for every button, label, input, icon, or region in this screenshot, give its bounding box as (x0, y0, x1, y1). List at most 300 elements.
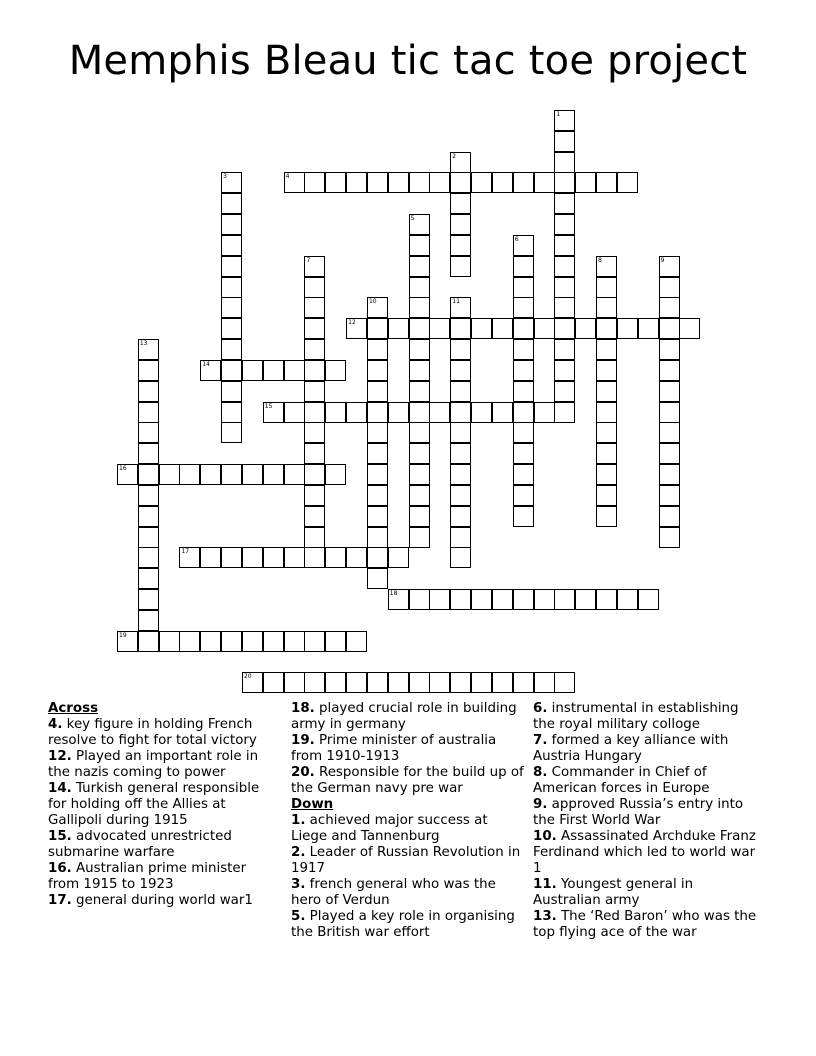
grid-cell[interactable] (221, 318, 242, 339)
clue-number: 18 (389, 590, 398, 598)
grid-cell[interactable] (263, 547, 284, 568)
clue-item-text: achieved major success at Liege and Tannenburg (291, 813, 488, 844)
grid-cell[interactable] (325, 360, 346, 381)
grid-cell[interactable] (138, 381, 159, 402)
grid-cell[interactable] (554, 297, 575, 318)
clue-item-text: general during world war1 (71, 893, 253, 908)
grid-cell[interactable] (554, 381, 575, 402)
grid-cell[interactable] (638, 589, 659, 610)
grid-cell[interactable] (346, 318, 367, 339)
grid-cell[interactable] (138, 485, 159, 506)
grid-cell[interactable] (513, 172, 534, 193)
clue-number: 3 (223, 173, 227, 181)
grid-cell[interactable] (409, 172, 430, 193)
grid-cell[interactable] (242, 547, 263, 568)
grid-cell[interactable] (450, 402, 471, 423)
grid-cell[interactable] (534, 589, 555, 610)
grid-cell[interactable] (617, 318, 638, 339)
grid-cell[interactable] (450, 443, 471, 464)
grid-cell[interactable] (304, 297, 325, 318)
grid-cell[interactable] (450, 235, 471, 256)
grid-cell[interactable] (117, 631, 138, 652)
grid-cell[interactable] (138, 360, 159, 381)
grid-cell[interactable] (304, 485, 325, 506)
grid-cell[interactable] (138, 443, 159, 464)
clue-number: 2 (452, 152, 457, 160)
clue-item-text: Played a key role in organising the British war effort (291, 909, 515, 940)
clue-item-number: 12. (48, 749, 72, 764)
clue-column-2 (291, 701, 527, 941)
grid-cell[interactable] (367, 464, 388, 485)
clue-item-number: 4. (48, 717, 63, 732)
grid-cell[interactable] (554, 235, 575, 256)
grid-cell[interactable] (138, 506, 159, 527)
grid-cell[interactable] (221, 381, 242, 402)
grid-cell[interactable] (284, 631, 305, 652)
grid-cell[interactable] (242, 672, 263, 693)
grid-cell[interactable] (513, 589, 534, 610)
grid-cell[interactable] (367, 527, 388, 548)
clue-item-number: 5. (291, 909, 306, 924)
grid-cell[interactable] (304, 464, 325, 485)
grid-cell[interactable] (429, 172, 450, 193)
grid-cell[interactable] (513, 318, 534, 339)
clue-item (291, 733, 527, 765)
grid-cell[interactable] (138, 589, 159, 610)
grid-cell[interactable] (575, 172, 596, 193)
clue-item-text: key figure in holding French resolve to fight for total victory (48, 717, 257, 748)
grid-cell[interactable] (659, 527, 680, 548)
grid-cell[interactable] (304, 547, 325, 568)
clue-item (48, 829, 280, 861)
grid-cell[interactable] (284, 172, 305, 193)
grid-cell[interactable] (263, 360, 284, 381)
grid-cell[interactable] (284, 672, 305, 693)
grid-cell[interactable] (138, 631, 159, 652)
grid-cell[interactable] (263, 672, 284, 693)
clue-number: 19 (119, 631, 127, 639)
grid-cell[interactable] (513, 443, 534, 464)
grid-cell[interactable] (513, 381, 534, 402)
grid-cell[interactable] (554, 318, 575, 339)
grid-cell[interactable] (513, 402, 534, 423)
grid-cell[interactable] (554, 110, 575, 131)
grid-cell[interactable] (450, 506, 471, 527)
clue-number: 11 (452, 298, 460, 306)
grid-cell[interactable] (221, 360, 242, 381)
grid-cell[interactable] (554, 193, 575, 214)
grid-cell[interactable] (659, 339, 680, 360)
clue-item (533, 733, 763, 765)
grid-cell[interactable] (346, 402, 367, 423)
grid-cell[interactable] (367, 360, 388, 381)
clue-number: 17 (181, 548, 190, 556)
grid-cell[interactable] (513, 297, 534, 318)
grid-cell[interactable] (117, 464, 138, 485)
grid-cell[interactable] (242, 360, 263, 381)
grid-cell[interactable] (554, 152, 575, 173)
clue-item (48, 717, 280, 749)
grid-cell[interactable] (221, 256, 242, 277)
grid-cell[interactable] (513, 485, 534, 506)
grid-cell[interactable] (617, 589, 638, 610)
grid-cell[interactable] (409, 297, 430, 318)
grid-cell[interactable] (617, 172, 638, 193)
grid-cell[interactable] (659, 318, 680, 339)
grid-cell[interactable] (159, 631, 180, 652)
grid-cell[interactable] (263, 631, 284, 652)
grid-cell[interactable] (346, 172, 367, 193)
grid-cell[interactable] (200, 360, 221, 381)
grid-cell[interactable] (554, 131, 575, 152)
clue-number: 4 (285, 173, 290, 181)
grid-cell[interactable] (138, 464, 159, 485)
grid-cell[interactable] (304, 402, 325, 423)
grid-cell[interactable] (450, 193, 471, 214)
grid-cell[interactable] (492, 402, 513, 423)
grid-cell[interactable] (138, 402, 159, 423)
grid-cell[interactable] (575, 318, 596, 339)
grid-cell[interactable] (429, 318, 450, 339)
grid-cell[interactable] (534, 402, 555, 423)
grid-cell[interactable] (554, 672, 575, 693)
grid-cell[interactable] (367, 568, 388, 589)
grid-cell[interactable] (596, 339, 617, 360)
grid-cell[interactable] (450, 464, 471, 485)
grid-cell[interactable] (409, 318, 430, 339)
grid-cell[interactable] (179, 547, 200, 568)
grid-cell[interactable] (367, 297, 388, 318)
clue-item-number: 20. (291, 765, 315, 780)
grid-cell[interactable] (388, 672, 409, 693)
grid-cell[interactable] (659, 297, 680, 318)
grid-cell[interactable] (409, 381, 430, 402)
grid-cell[interactable] (367, 402, 388, 423)
grid-cell[interactable] (492, 589, 513, 610)
grid-cell[interactable] (138, 422, 159, 443)
grid-cell[interactable] (409, 422, 430, 443)
clue-item-text: advocated unrestricted submarine warfare (48, 829, 232, 860)
grid-cell[interactable] (325, 547, 346, 568)
clue-column-1 (48, 701, 280, 909)
grid-cell[interactable] (325, 172, 346, 193)
grid-cell[interactable] (679, 318, 700, 339)
grid-cell[interactable] (554, 360, 575, 381)
grid-cell[interactable] (471, 589, 492, 610)
grid-cell[interactable] (409, 277, 430, 298)
grid-cell[interactable] (221, 297, 242, 318)
clue-item-number: 17. (48, 893, 72, 908)
clue-item (533, 829, 763, 877)
grid-cell[interactable] (554, 277, 575, 298)
grid-cell[interactable] (638, 318, 659, 339)
clue-item (533, 797, 763, 829)
grid-cell[interactable] (367, 172, 388, 193)
grid-cell[interactable] (304, 172, 325, 193)
grid-cell[interactable] (596, 422, 617, 443)
grid-cell[interactable] (554, 256, 575, 277)
clue-item (291, 765, 527, 797)
grid-cell[interactable] (492, 318, 513, 339)
grid-cell[interactable] (596, 172, 617, 193)
grid-cell[interactable] (346, 672, 367, 693)
grid-cell[interactable] (304, 277, 325, 298)
grid-cell[interactable] (304, 339, 325, 360)
grid-cell[interactable] (596, 443, 617, 464)
grid-cell[interactable] (200, 547, 221, 568)
clue-item-number: 2. (291, 845, 306, 860)
grid-cell[interactable] (179, 631, 200, 652)
clue-item-number: 19. (291, 733, 315, 748)
grid-cell[interactable] (409, 443, 430, 464)
grid-cell[interactable] (304, 318, 325, 339)
clue-item-number: 11. (533, 877, 557, 892)
clue-item-text: approved Russia’s entry into the First World War (533, 797, 744, 828)
clue-item-text: The ‘Red Baron’ who was the top flying ace of the war (533, 909, 757, 940)
grid-cell[interactable] (554, 339, 575, 360)
clue-item (533, 909, 763, 941)
grid-cell[interactable] (409, 589, 430, 610)
grid-cell[interactable] (554, 214, 575, 235)
grid-cell[interactable] (284, 402, 305, 423)
grid-cell[interactable] (554, 172, 575, 193)
grid-cell[interactable] (221, 547, 242, 568)
grid-cell[interactable] (554, 402, 575, 423)
grid-cell[interactable] (388, 318, 409, 339)
grid-cell[interactable] (659, 485, 680, 506)
grid-cell[interactable] (263, 402, 284, 423)
grid-cell[interactable] (388, 402, 409, 423)
grid-cell[interactable] (659, 506, 680, 527)
grid-cell[interactable] (409, 506, 430, 527)
grid-cell[interactable] (409, 402, 430, 423)
grid-cell[interactable] (138, 527, 159, 548)
grid-cell[interactable] (429, 589, 450, 610)
grid-cell[interactable] (388, 172, 409, 193)
grid-cell[interactable] (304, 256, 325, 277)
grid-cell[interactable] (367, 381, 388, 402)
grid-cell[interactable] (450, 381, 471, 402)
grid-cell[interactable] (596, 506, 617, 527)
grid-cell[interactable] (513, 464, 534, 485)
grid-cell[interactable] (596, 297, 617, 318)
grid-cell[interactable] (159, 464, 180, 485)
grid-cell[interactable] (450, 360, 471, 381)
grid-cell[interactable] (450, 672, 471, 693)
grid-cell[interactable] (471, 402, 492, 423)
grid-cell[interactable] (429, 402, 450, 423)
clue-item-number: 1. (291, 813, 306, 828)
clue-column-3 (533, 701, 763, 941)
grid-cell[interactable] (596, 402, 617, 423)
grid-cell[interactable] (304, 506, 325, 527)
grid-cell[interactable] (221, 422, 242, 443)
grid-cell[interactable] (200, 631, 221, 652)
grid-cell[interactable] (325, 402, 346, 423)
clue-item (291, 701, 527, 733)
clue-number: 6 (514, 235, 519, 243)
grid-cell[interactable] (221, 339, 242, 360)
grid-cell[interactable] (138, 610, 159, 631)
clue-item-number: 10. (533, 829, 557, 844)
grid-cell[interactable] (596, 589, 617, 610)
grid-cell[interactable] (534, 672, 555, 693)
grid-cell[interactable] (346, 547, 367, 568)
grid-cell[interactable] (513, 256, 534, 277)
grid-cell[interactable] (367, 339, 388, 360)
clue-item-text: played crucial role in building army in germany (291, 701, 517, 732)
grid-cell[interactable] (367, 485, 388, 506)
clue-item-text: Turkish general responsible for holding off the Allies at Gallipoli during 1915 (48, 781, 260, 828)
grid-cell[interactable] (596, 485, 617, 506)
grid-cell[interactable] (409, 235, 430, 256)
grid-cell[interactable] (429, 672, 450, 693)
grid-cell[interactable] (471, 672, 492, 693)
grid-cell[interactable] (513, 235, 534, 256)
grid-cell[interactable] (409, 214, 430, 235)
grid-cell[interactable] (450, 589, 471, 610)
grid-cell[interactable] (179, 464, 200, 485)
grid-cell[interactable] (575, 589, 596, 610)
grid-cell[interactable] (492, 672, 513, 693)
grid-cell[interactable] (367, 443, 388, 464)
grid-cell[interactable] (221, 193, 242, 214)
clue-item-number: 15. (48, 829, 72, 844)
grid-cell[interactable] (263, 464, 284, 485)
grid-cell[interactable] (304, 672, 325, 693)
grid-cell[interactable] (221, 172, 242, 193)
grid-cell[interactable] (304, 422, 325, 443)
grid-cell[interactable] (242, 631, 263, 652)
grid-cell[interactable] (450, 547, 471, 568)
clue-item-number: 9. (533, 797, 548, 812)
grid-cell[interactable] (450, 297, 471, 318)
grid-cell[interactable] (450, 256, 471, 277)
grid-cell[interactable] (325, 631, 346, 652)
grid-cell[interactable] (659, 256, 680, 277)
clue-item-number: 3. (291, 877, 306, 892)
grid-cell[interactable] (304, 631, 325, 652)
grid-cell[interactable] (221, 277, 242, 298)
grid-cell[interactable] (659, 464, 680, 485)
grid-cell[interactable] (221, 464, 242, 485)
clue-item-text: Assassinated Archduke Franz Ferdinand which led to world war 1 (533, 829, 756, 876)
grid-cell[interactable] (304, 527, 325, 548)
grid-cell[interactable] (471, 172, 492, 193)
grid-cell[interactable] (221, 214, 242, 235)
clue-item-number: 7. (533, 733, 548, 748)
grid-cell[interactable] (138, 547, 159, 568)
clue-item-text: Australian prime minister from 1915 to 1923 (48, 861, 247, 892)
grid-cell[interactable] (284, 547, 305, 568)
grid-cell[interactable] (367, 672, 388, 693)
clue-item (533, 877, 763, 909)
grid-cell[interactable] (450, 172, 471, 193)
grid-cell[interactable] (659, 277, 680, 298)
grid-cell[interactable] (450, 152, 471, 173)
down-header: Down (291, 797, 334, 812)
grid-cell[interactable] (388, 589, 409, 610)
clue-item (48, 781, 280, 829)
grid-cell[interactable] (596, 464, 617, 485)
grid-cell[interactable] (200, 464, 221, 485)
grid-cell[interactable] (450, 214, 471, 235)
grid-cell[interactable] (221, 235, 242, 256)
grid-cell[interactable] (367, 506, 388, 527)
grid-cell[interactable] (554, 589, 575, 610)
grid-cell[interactable] (325, 464, 346, 485)
grid-cell[interactable] (534, 318, 555, 339)
grid-cell[interactable] (471, 318, 492, 339)
grid-cell[interactable] (221, 631, 242, 652)
clue-item (533, 701, 763, 733)
grid-cell[interactable] (367, 422, 388, 443)
grid-cell[interactable] (596, 318, 617, 339)
grid-cell[interactable] (409, 339, 430, 360)
grid-cell[interactable] (513, 506, 534, 527)
grid-cell[interactable] (659, 360, 680, 381)
grid-cell[interactable] (409, 360, 430, 381)
grid-cell[interactable] (596, 360, 617, 381)
grid-cell[interactable] (596, 256, 617, 277)
grid-cell[interactable] (367, 318, 388, 339)
grid-cell[interactable] (492, 172, 513, 193)
page-title: Memphis Bleau tic tac toe project (68, 38, 748, 84)
grid-cell[interactable] (596, 277, 617, 298)
grid-cell[interactable] (138, 339, 159, 360)
grid-cell[interactable] (242, 464, 263, 485)
grid-cell[interactable] (513, 277, 534, 298)
grid-cell[interactable] (450, 527, 471, 548)
grid-cell[interactable] (596, 381, 617, 402)
clue-item-text: instrumental in establishing the royal military colloge (533, 701, 739, 732)
grid-cell[interactable] (409, 527, 430, 548)
grid-cell[interactable] (450, 318, 471, 339)
grid-cell[interactable] (325, 672, 346, 693)
clue-item-text: Youngest general in Australian army (533, 877, 694, 908)
grid-cell[interactable] (659, 422, 680, 443)
grid-cell[interactable] (409, 485, 430, 506)
clue-item-text: Played an important role in the nazis coming to power (48, 749, 259, 780)
grid-cell[interactable] (388, 547, 409, 568)
grid-cell[interactable] (659, 402, 680, 423)
grid-cell[interactable] (450, 339, 471, 360)
grid-cell[interactable] (659, 443, 680, 464)
grid-cell[interactable] (409, 464, 430, 485)
grid-cell[interactable] (450, 485, 471, 506)
grid-cell[interactable] (138, 568, 159, 589)
grid-cell[interactable] (513, 339, 534, 360)
grid-cell[interactable] (284, 360, 305, 381)
grid-cell[interactable] (513, 672, 534, 693)
grid-cell[interactable] (284, 464, 305, 485)
grid-cell[interactable] (513, 360, 534, 381)
grid-cell[interactable] (346, 631, 367, 652)
grid-cell[interactable] (304, 360, 325, 381)
grid-cell[interactable] (513, 422, 534, 443)
clue-item-text: Leader of Russian Revolution in 1917 (291, 845, 521, 876)
grid-cell[interactable] (221, 402, 242, 423)
grid-cell[interactable] (659, 381, 680, 402)
grid-cell[interactable] (304, 443, 325, 464)
grid-cell[interactable] (534, 172, 555, 193)
grid-cell[interactable] (409, 256, 430, 277)
grid-cell[interactable] (304, 381, 325, 402)
grid-cell[interactable] (409, 672, 430, 693)
grid-cell[interactable] (367, 547, 388, 568)
clue-item-number: 16. (48, 861, 72, 876)
grid-cell[interactable] (450, 422, 471, 443)
